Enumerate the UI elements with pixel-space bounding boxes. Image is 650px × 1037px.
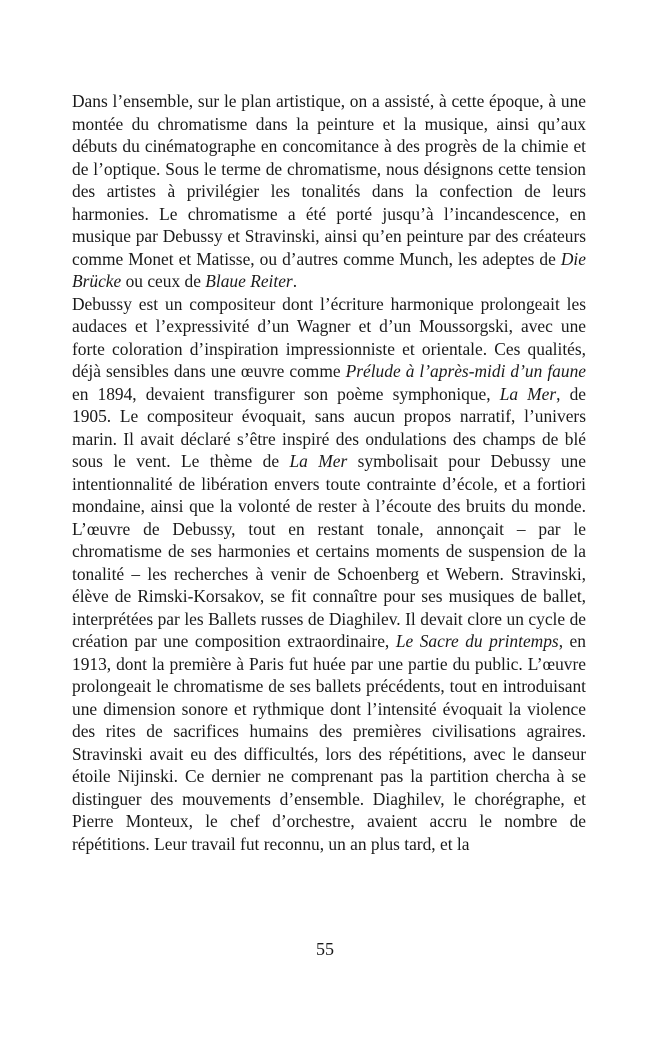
page-number: 55 — [316, 939, 334, 959]
text-segment: Dans l’ensemble, sur le plan artistique, on a assisté, à cette époque, à une montée du chromatisme dans la peinture et la musique, ainsi qu’aux débuts du cinématographe en concomitance à des progrès de la chimie et de l’optique. Sous le terme de chromatisme, nous désignons cette tension des artistes à privilégier les tonalités dans la confection de leurs harmonies. Le chromatisme a été porté jusqu’à l’incandescence, en musique par Debussy et Stravinski, ainsi qu’en peinture par des créateurs comme Monet et Matisse, ou d’autres comme Munch, les adeptes de — [72, 91, 586, 269]
text-segment: ou ceux de — [121, 271, 206, 291]
italic-title-prelude: Prélude à l’après-midi d’un faune — [345, 361, 586, 381]
text-segment: , de 1905. Le compositeur évoquait, sans aucun propos narratif, l’univers marin. Il avait déclaré s’être inspiré des ondulations des champs de blé sous le vent. Le thème de — [72, 383, 586, 471]
text-segment: Debussy est un compositeur dont l’écriture harmonique prolongeait les audaces et l’expressivité d’un Wagner et d’un Moussorgski, avec une forte coloration d’inspiration impressionniste et orientale. Ces qualités, déjà sensibles dans une œuvre comme — [72, 293, 586, 381]
text-segment: en 1894, devaient transfigurer son poème symphonique, — [72, 383, 500, 404]
italic-title-die-brucke: Die Brücke — [72, 248, 586, 291]
italic-title-la-mer: La Mer — [499, 383, 557, 404]
paragraph-debussy-stravinski — [72, 293, 586, 856]
body-text — [72, 90, 586, 855]
text-segment: , en 1913, dont la première à Paris fut huée par une partie du public. L’œuvre prolongeait le chromatisme de ses ballets précédents, tout en introduisant une dimension sonore et rythmique dont l’intensité évoquait la violence des rites de sacrifices humains des premières civilisations agraires. Stravinski avait eu des difficultés, lors des répétitions, avec le danseur étoile Nijinski. Ce dernier ne comprenant pas la partition chercha à se distinguer des mouvements d’ensemble. Diaghilev, le chorégraphe, et Pierre Monteux, le chef d’orchestre, avaient accru le nombre de répétitions. Leur travail fut reconnu, un an plus tard, et la — [72, 631, 586, 854]
text-segment: symbolisait pour Debussy une intentionnalité de libération envers toute contrainte d’école, et a fortiori mondaine, ainsi que la volonté de rester à l’écoute des bruits du monde. L’œuvre de Debussy, tout en restant tonale, annonçait – par le chromatisme de ses harmonies et certains moments de suspension de la tonalité – les recherches à venir de Schoenberg et Webern. Stravinski, élève de Rimski-Korsakov, se fit connaître pour ses musiques de ballet, interprétées par les Ballets russes de Diaghilev. Il devait clore un cycle de création par une composition extraordinaire, — [72, 451, 586, 651]
paragraph-chromatisme — [72, 90, 586, 293]
text-segment: . — [292, 271, 298, 291]
italic-title-la-mer-2: La Mer — [289, 451, 348, 471]
italic-title-blaue-reiter: Blaue Reiter — [205, 271, 293, 291]
italic-title-sacre: Le Sacre du printemps — [395, 631, 559, 651]
